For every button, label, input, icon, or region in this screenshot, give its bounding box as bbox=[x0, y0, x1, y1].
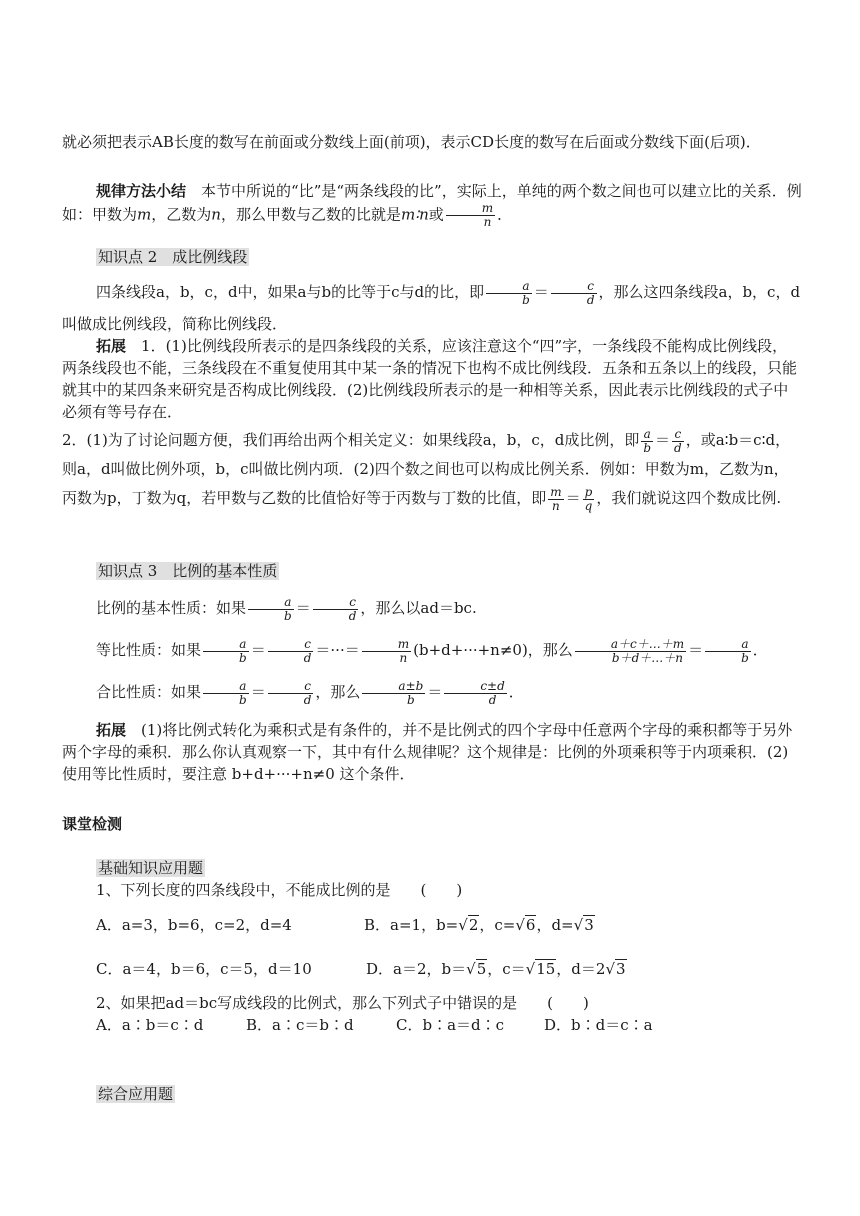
knowledge-point-2-heading bbox=[62, 246, 802, 268]
summary-text-c: ，那么甲数与乙数的比就是 bbox=[220, 205, 401, 224]
fraction-den: b bbox=[239, 692, 247, 707]
comprehensive-questions-heading bbox=[96, 1083, 796, 1105]
summary-label: 规律方法小结 bbox=[96, 182, 187, 200]
ext2-text-b: ，或a∶b＝c∶d，则a，d叫做比例外项，b，c叫做比例内项．(2)四个数之间也可以构成比例关系．例如：甲数为m，乙数为n，丙数为p，丁数为q，若甲数与乙数的比值恰好等于丙数与丁数的比值，即 bbox=[62, 431, 791, 507]
k2-text-a: 四条线段a，b，c，d中，如果a与b的比等于c与d的比，即 bbox=[96, 283, 485, 301]
fraction-a-b bbox=[641, 428, 653, 455]
fraction-c-d bbox=[313, 596, 359, 623]
fraction-m-n bbox=[446, 202, 495, 229]
fraction-sum bbox=[575, 638, 686, 665]
option-b-pre: B．a=1，b= bbox=[364, 916, 459, 934]
fraction-num: c bbox=[551, 280, 597, 294]
option-b bbox=[364, 916, 595, 934]
heading-text: 课堂检测 bbox=[62, 815, 123, 833]
var-m: m bbox=[137, 205, 152, 224]
fraction-den: b bbox=[284, 608, 292, 623]
option-c: C．b∶a＝d∶c bbox=[396, 1016, 505, 1034]
fraction-num: a bbox=[248, 596, 294, 610]
ratio-mn: m∶n bbox=[400, 205, 429, 224]
fraction-c-d bbox=[551, 280, 597, 307]
option-d: D．b∶d＝c∶a bbox=[544, 1016, 653, 1034]
class-check-heading bbox=[62, 813, 802, 835]
fraction-num: c bbox=[268, 680, 314, 694]
radical-sign: √ bbox=[573, 916, 584, 934]
eq-text-a: 等比性质：如果 bbox=[96, 641, 202, 659]
extension-text: (1)将比例式转化为乘积式是有条件的，并不是比例式的四个字母中任意两个字母的乘积都等于另外两个字母的乘积．那么你认真观察一下，其中有什么规律呢？这个规律是：比例的外项乘积等于内项乘积．(2)使用等比性质时，要注意 b+d+···+n≠0 这个条件． bbox=[62, 721, 793, 783]
fraction-num: c±d bbox=[444, 680, 506, 694]
option-a: A．a∶b＝c∶d bbox=[96, 1016, 204, 1034]
sqrt bbox=[574, 912, 595, 938]
radical-sign: √ bbox=[515, 916, 525, 934]
radicand: 15 bbox=[536, 960, 556, 978]
fraction-den: b bbox=[522, 292, 530, 307]
sqrt bbox=[605, 956, 626, 982]
question-stem: 2、如果把ad＝bc写成线段的比例式，那么下列式子中错误的是 ( ) bbox=[96, 994, 589, 1012]
option-b-mid1: ，c= bbox=[479, 916, 516, 934]
fraction-num: c bbox=[313, 596, 359, 610]
fraction-den: b bbox=[643, 440, 652, 455]
var-n: n bbox=[211, 205, 221, 224]
fraction-num: a±b bbox=[362, 680, 425, 694]
option-a: A．a=3，b=6，c=2，d=4 bbox=[96, 916, 292, 934]
section-title: 知识点 3 比例的基本性质 bbox=[98, 562, 278, 580]
basic-property: 比例的基本性质：如果 $\frac{a}{b}$ ＝ $\frac{c}{d}$ ，那么以ad＝bc. bbox=[96, 594, 477, 623]
eq-text-b: ＝···＝ bbox=[315, 641, 360, 659]
fraction-den: d bbox=[586, 292, 595, 307]
fraction-num: a bbox=[486, 280, 532, 294]
question-2-options bbox=[96, 1014, 796, 1036]
radicand: 2 bbox=[468, 916, 479, 934]
radicand: 3 bbox=[584, 916, 594, 934]
summary-text-d: 或 bbox=[428, 205, 444, 224]
radical-sign: √ bbox=[605, 960, 616, 978]
fraction-num: a＋c＋…＋m bbox=[575, 638, 686, 652]
summary-text-b: ，乙数为 bbox=[151, 205, 212, 224]
question-2-stem bbox=[96, 992, 796, 1014]
extension-label: 拓展 bbox=[96, 721, 127, 739]
fraction-p-q bbox=[583, 486, 595, 513]
sum-text-c: ． bbox=[508, 683, 524, 701]
fraction-den: n bbox=[483, 215, 492, 229]
equal-ratio-property: 等比性质：如果 $\frac{a}{b}$ ＝ $\frac{c}{d}$ ＝···＝ $\frac{m}{n}$ (b+d+···+n≠0)，那么 $\frac{a+c+\dots+m}{b+d+\dots+n}$ ＝ $\frac{a}{b}$ ． bbox=[96, 636, 768, 665]
fraction-a-b bbox=[203, 680, 249, 707]
ext2-text-c: ，我们就说这四个数成比例. bbox=[596, 489, 782, 507]
radicand: 6 bbox=[525, 916, 536, 934]
fraction-den: d bbox=[348, 608, 357, 623]
fraction-a-b bbox=[486, 280, 532, 307]
sum-text-a: 合比性质：如果 bbox=[96, 683, 202, 701]
fraction-m-n bbox=[362, 638, 411, 665]
fraction-den: b bbox=[741, 650, 749, 665]
fraction-a-pm-b bbox=[362, 680, 425, 707]
sum-text-b: ，那么 bbox=[315, 683, 361, 701]
fraction-den: n bbox=[552, 498, 560, 513]
option-b-mid2: ，d= bbox=[536, 916, 574, 934]
summary-text-a: 本节中所说的“比”是“两条线段的比”，实际上，单纯的两个数之间也可以建立比的关系．例如：甲数为 bbox=[62, 182, 802, 224]
question-1-options-ab bbox=[96, 912, 796, 938]
option-d-mid2: ，d＝2 bbox=[556, 960, 606, 978]
fraction-den: q bbox=[584, 498, 593, 513]
fraction-den: b bbox=[407, 692, 415, 707]
extension-label: 拓展 bbox=[96, 337, 127, 355]
question-1-stem bbox=[96, 879, 796, 901]
extension-3 bbox=[62, 719, 802, 785]
fraction-c-d bbox=[268, 680, 314, 707]
extension-2: 2．(1)为了讨论问题方便，我们再给出两个相关定义：如果线段a，b，c，d成比例，即 $\frac{a}{b}$ ＝ $\frac{c}{d}$ ，或a∶b＝c∶d，则a，d叫做比例外项，b，c叫做比例内项．(2)四个数之间也可以构成比例关系．例如：甲数为m，乙数为n，丙数为p，丁数为q，若甲数与乙数的比值恰好等于丙数与丁数的比值，即 $\frac{m}{n}$ ＝ $\frac{p}{q}$ ，我们就说这四个数成比例. bbox=[62, 426, 791, 513]
fraction-den: b bbox=[239, 650, 247, 665]
basic-questions-heading bbox=[96, 857, 796, 879]
fraction-c-d bbox=[268, 638, 314, 665]
fraction-m-n bbox=[548, 486, 563, 513]
summary-end: ． bbox=[497, 205, 513, 224]
fraction-a-b bbox=[705, 638, 751, 665]
sum-ratio-property: 合比性质：如果 $\frac{a}{b}$ ＝ $\frac{c}{d}$ ，那么 $\frac{a\pm b}{b}$ ＝ $\frac{c\pm d}{d}$ ． bbox=[96, 678, 524, 707]
fraction-num: m bbox=[362, 638, 411, 652]
fraction-den: d bbox=[488, 692, 497, 707]
fraction-num: p bbox=[584, 484, 593, 499]
fraction-num: c bbox=[672, 428, 684, 442]
sqrt bbox=[515, 912, 536, 938]
fraction-num: m bbox=[446, 202, 495, 216]
basic-text-a: 比例的基本性质：如果 bbox=[96, 599, 247, 617]
radicand: 5 bbox=[476, 960, 487, 978]
fraction-num: m bbox=[550, 484, 562, 499]
sqrt bbox=[466, 956, 487, 982]
section-title: 综合应用题 bbox=[98, 1085, 174, 1103]
knowledge-point-3-heading bbox=[62, 560, 802, 582]
section-title: 基础知识应用题 bbox=[98, 859, 204, 877]
extension-1 bbox=[62, 335, 802, 423]
eq-text-d: ＝ bbox=[688, 641, 704, 659]
basic-text-b: ，那么以ad＝bc. bbox=[360, 599, 477, 617]
fraction-den: d bbox=[674, 440, 682, 455]
option-d-mid1: ，c＝ bbox=[487, 960, 526, 978]
fraction-c-pm-d bbox=[444, 680, 506, 707]
question-stem: 1、下列长度的四条线段中，不能成比例的是 ( ) bbox=[96, 881, 463, 899]
radicand: 3 bbox=[616, 960, 626, 978]
option-d-pre: D．a＝2，b＝ bbox=[366, 960, 467, 978]
summary-paragraph bbox=[62, 180, 802, 229]
question-1-options-cd bbox=[96, 956, 796, 982]
eq-text-c: (b+d+···+n≠0)，那么 bbox=[413, 641, 573, 659]
section-title: 知识点 2 成比例线段 bbox=[98, 248, 248, 266]
eq-text-e: ． bbox=[752, 641, 768, 659]
fraction-den: d bbox=[303, 692, 312, 707]
sqrt bbox=[526, 956, 557, 982]
fraction-den: d bbox=[303, 650, 312, 665]
fraction-num: a bbox=[705, 638, 751, 652]
fraction-a-b bbox=[248, 596, 294, 623]
fraction-den: n bbox=[399, 650, 408, 665]
fraction-num: c bbox=[268, 638, 314, 652]
knowledge-point-2-text: 四条线段a，b，c，d中，如果a与b的比等于c与d的比，即 $\frac{a}{b}$ ＝ $\frac{c}{d}$ ，那么这四条线段a，b，c，d叫做成比例线段，简称比例线段． bbox=[62, 278, 801, 333]
fraction-num: a bbox=[203, 638, 249, 652]
extension-text: 1．(1)比例线段所表示的是四条线段的关系，应该注意这个“四”字，一条线段不能构成比例线段，两条线段也不能，三条线段在不重复使用其中某一条的情况下也构不成比例线段．五条和五条以上的线段，只能就其中的某四条来研究是否构成比例线段．(2)比例线段所表示的是一种相等关系，因此表示比例线段的式子中必须有等号存在． bbox=[62, 337, 798, 421]
radical-sign: √ bbox=[466, 960, 476, 978]
radical-sign: √ bbox=[525, 960, 536, 978]
sqrt bbox=[458, 912, 479, 938]
radical-sign: √ bbox=[458, 916, 468, 934]
option-b: B．a∶c＝b∶d bbox=[246, 1016, 354, 1034]
fraction-c-d bbox=[672, 428, 684, 455]
option-c: C．a＝4，b＝6，c＝5，d＝10 bbox=[96, 960, 312, 978]
fraction-a-b bbox=[203, 638, 249, 665]
k2-text-b: ，那么这四条线段a，b，c，d叫做成比例线段，简称比例线段． bbox=[62, 283, 801, 333]
fraction-num: a bbox=[641, 428, 653, 442]
ext2-text-a: 2．(1)为了讨论问题方便，我们再给出两个相关定义：如果线段a，b，c，d成比例，即 bbox=[62, 431, 640, 449]
paragraph-text: 就必须把表示AB长度的数写在前面或分数线上面(前项)，表示CD长度的数写在后面或分数线下面(后项)． bbox=[62, 133, 761, 151]
paragraph-ab-cd bbox=[62, 131, 802, 153]
fraction-den: b＋d＋…＋n bbox=[611, 650, 683, 665]
option-d bbox=[366, 960, 627, 978]
fraction-num: a bbox=[203, 680, 249, 694]
